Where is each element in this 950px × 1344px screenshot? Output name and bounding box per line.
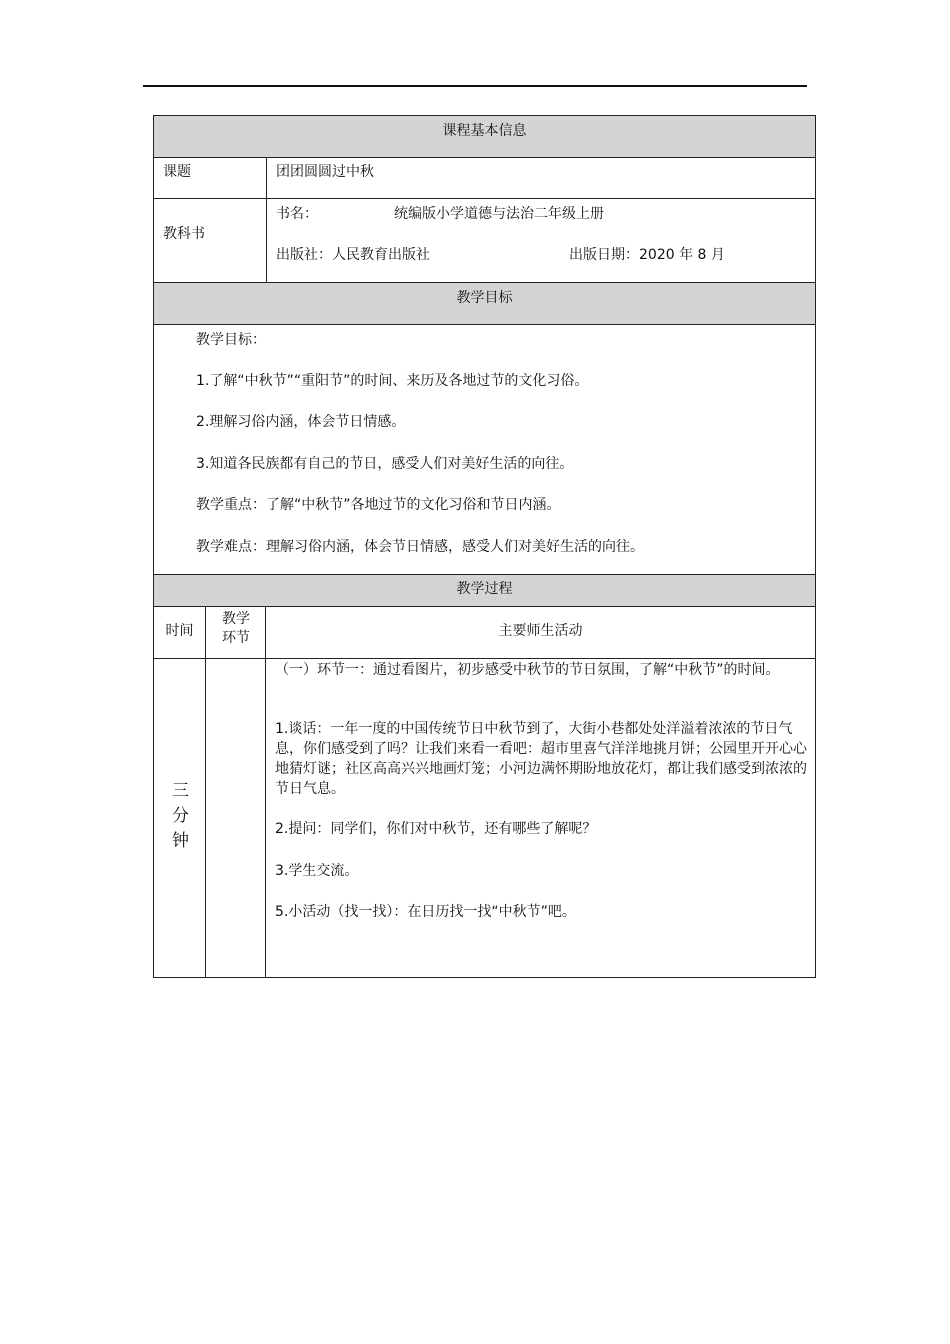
goals-cell [153,324,816,575]
header-rule [143,85,807,87]
goals-header [153,282,816,325]
goals-difficulty: 教学难点：理解习俗内涵，体会节日情感，感受人们对美好生活的向往。 [196,539,644,555]
activity-paragraph: 2.提问：同学们，你们对中秋节，还有哪些了解呢？ [275,821,597,837]
col-activity-cell [265,606,816,659]
basic-info-title: 课程基本信息 [442,123,527,139]
goals-line: 1.了解“中秋节”“重阳节”的时间、来历及各地过节的文化习俗。 [196,373,589,389]
activity-paragraph: 1.谈话：一年一度的中国传统节日中秋节到了，大街小巷都处处洋溢着浓浓的节日气息，你们感受到了吗？让我们来看一看吧：超市里喜气洋洋地挑月饼；公园里开开心心地猜灯谜；社区高高兴兴地画灯笼；小河边满怀期盼地放花灯，都让我们感受到浓浓的节日气息。 [275,721,807,797]
activity-paragraph: 5.小活动（找一找）：在日历找一找“中秋节”吧。 [275,904,576,920]
col-time-cell [153,606,206,659]
col-time: 时间 [165,623,194,639]
activity-cell [265,658,816,978]
topic-value-cell [266,157,816,199]
process-header [153,574,816,607]
goals-line: 教学目标： [196,332,266,348]
activity-paragraph: （一）环节一：通过看图片，初步感受中秋节的节日氛围，了解“中秋节”的时间。 [275,662,780,678]
book-name-label: 书名： [276,206,318,222]
textbook-label: 教科书 [163,226,205,242]
textbook-label-cell [153,198,267,283]
textbook-info-cell [266,198,816,283]
book-name-value: 统编版小学道德与法治二年级上册 [394,206,604,222]
goals-line: 2.理解习俗内涵，体会节日情感。 [196,414,406,430]
process-title: 教学过程 [456,581,513,597]
activity-paragraph: 3.学生交流。 [275,863,359,879]
stage-cell [205,658,266,978]
col-stage-cell [205,606,266,659]
goals-key-point: 教学重点：了解“中秋节”各地过节的文化习俗和节日内涵。 [196,497,561,513]
publish-date: 出版日期：2020 年 8 月 [569,247,725,263]
time-cell [153,658,206,978]
topic-value: 团团圆圆过中秋 [276,164,374,180]
topic-label-cell [153,157,267,199]
col-activity: 主要师生活动 [498,623,583,639]
publisher: 出版社：人民教育出版社 [276,247,430,263]
goals-line: 3.知道各民族都有自己的节日，感受人们对美好生活的向往。 [196,456,574,472]
basic-info-header [153,115,816,158]
topic-label: 课题 [163,164,191,180]
col-stage: 教学环节 [222,611,250,646]
goals-title: 教学目标 [456,290,513,306]
time-value: 三分钟 [172,781,189,851]
